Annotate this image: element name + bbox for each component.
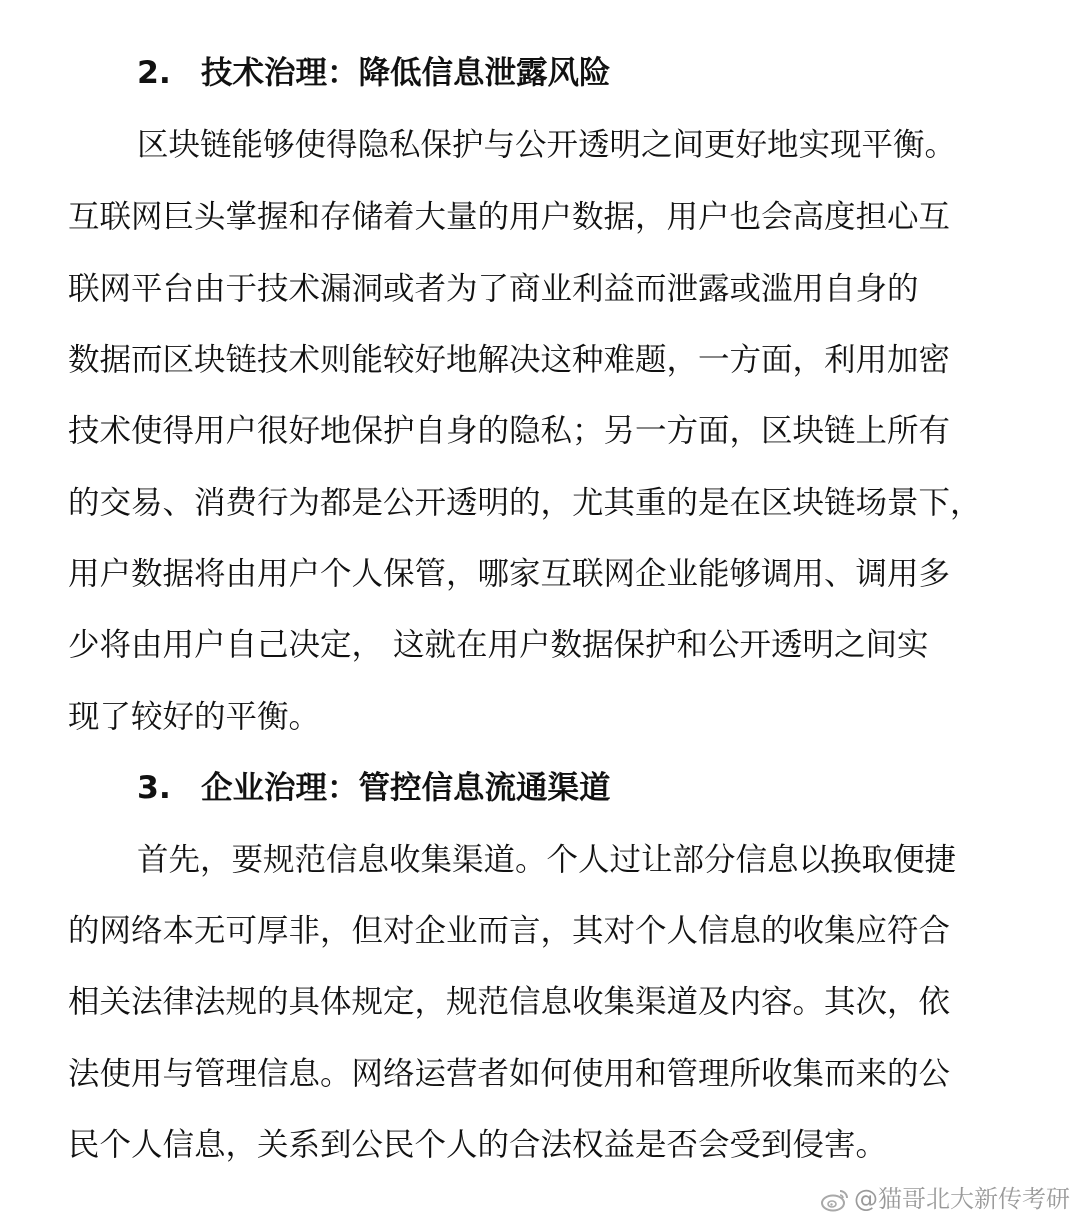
- section-2-heading: [137, 48, 611, 98]
- watermark: [820, 1182, 1070, 1216]
- section-2-line-4: 数据而区块链技术则能较好地解决这种难题，一方面，利用加密: [68, 342, 951, 378]
- section-2-line-5: 技术使得用户很好地保护自身的隐私；另一方面，区块链上所有: [68, 413, 951, 449]
- section-3-line-1: 首先，要规范信息收集渠道。个人过让部分信息以换取便捷: [137, 842, 957, 878]
- section-2-line-8: 少将由用户自己决定， 这就在用户数据保护和公开透明之间实: [68, 627, 929, 663]
- watermark-text: @猫哥北大新传考研: [854, 1185, 1070, 1213]
- section-2-line-7: 用户数据将由用户个人保管，哪家互联网企业能够调用、调用多: [68, 556, 951, 592]
- section-2-number: 2.: [137, 55, 171, 91]
- section-3-line-2: 的网络本无可厚非，但对企业而言，其对个人信息的收集应符合: [68, 913, 951, 949]
- weibo-icon: [820, 1187, 850, 1211]
- section-2-line-2: 互联网巨头掌握和存储着大量的用户数据，用户也会高度担心互: [68, 199, 951, 235]
- section-3-title: 企业治理：管控信息流通渠道: [201, 770, 611, 806]
- section-3-line-4: 法使用与管理信息。网络运营者如何使用和管理所收集而来的公: [68, 1056, 951, 1092]
- section-3-line-3: 相关法律法规的具体规定，规范信息收集渠道及内容。其次，依: [68, 984, 951, 1020]
- section-2-line-6: 的交易、消费行为都是公开透明的，尤其重的是在区块链场景下，: [68, 485, 982, 521]
- section-2-line-3: 联网平台由于技术漏洞或者为了商业利益而泄露或滥用自身的: [68, 271, 919, 307]
- section-3-heading: [137, 763, 611, 813]
- section-3-number: 3.: [137, 770, 171, 806]
- section-2-line-1: 区块链能够使得隐私保护与公开透明之间更好地实现平衡。: [137, 127, 957, 163]
- section-3-line-5: 民个人信息，关系到公民个人的合法权益是否会受到侵害。: [68, 1127, 888, 1163]
- section-2-line-9: 现了较好的平衡。: [68, 699, 321, 735]
- section-2-title: 技术治理：降低信息泄露风险: [201, 55, 611, 91]
